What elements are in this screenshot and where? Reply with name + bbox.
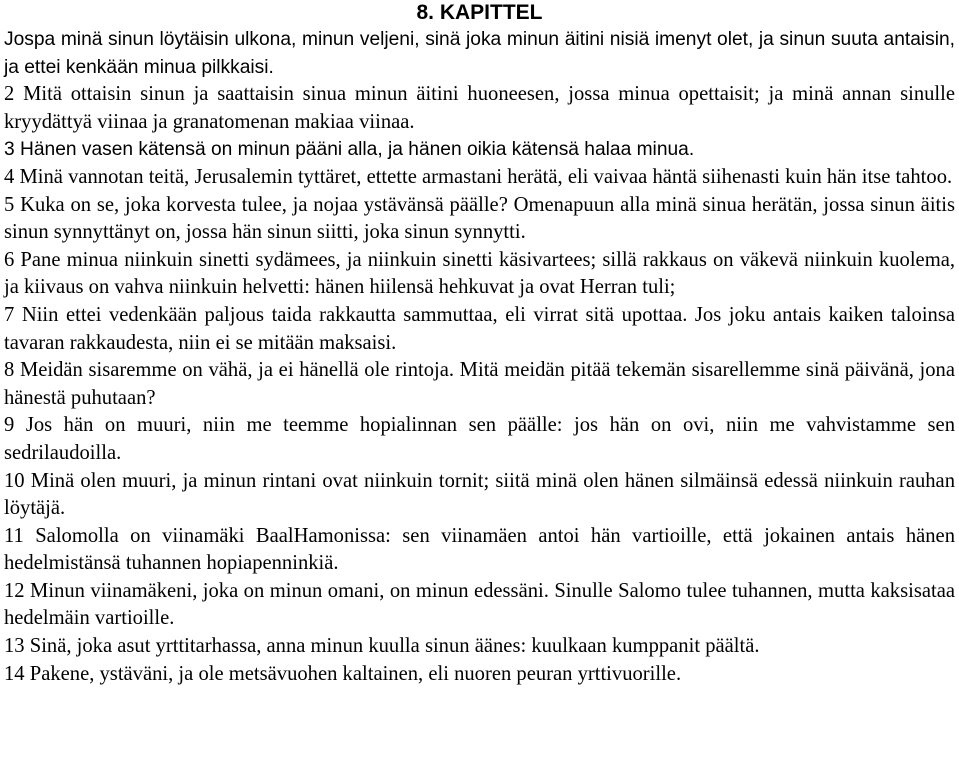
verse-11: 11 Salomolla on viinamäki BaalHamonissa: sen viinamäen antoi hän vartioille, että jokainen antais hänen hedelmistänsä tuhannen hopiapenninkiä. xyxy=(4,524,955,575)
verse-8: 8 Meidän sisaremme on vähä, ja ei hänellä ole rintoja. Mitä meidän pitää tekemän sisarellemme sinä päivänä, jona hänestä puhutaan? xyxy=(4,359,955,409)
verse-13: 13 Sinä, joka asut yrttitarhassa, anna minun kuulla sinun äänes: kuulkaan kumppanit päältä. xyxy=(4,635,760,658)
verse-3: 3 Hänen vasen kätensä on minun pääni alla, ja hänen oikia kätensä halaa minua. xyxy=(4,139,695,161)
verse-14: 14 Pakene, ystäväni, ja ole metsävuohen kaltainen, eli nuoren peuran yrttivuorille. xyxy=(4,662,682,685)
verse-5 xyxy=(4,192,955,247)
verse-4: 4 Minä vannotan teitä, Jerusalemin tyttäret, ettette armastani herätä, eli vaivaa häntä siihenasti kuin hän itse tahtoo. xyxy=(4,165,953,188)
verse-5-part-2: Omenapuun alla minä sinua herätän, jossa sinun äitis sinun synnyttänyt on, jossa hän sinun siitti, joka sinun synnytti. xyxy=(4,193,956,244)
verse-5-part-1: 5 Kuka on se, joka korvesta tulee, ja nojaa ystävänsä päälle? xyxy=(4,193,508,216)
verse-10: 10 Minä olen muuri, ja minun rintani ovat niinkuin tornit; siitä minä olen hänen silmäinsä edessä niinkuin rauhan löytäjä. xyxy=(4,469,955,520)
verse-6: 6 Pane minua niinkuin sinetti sydämees, ja niinkuin sinetti käsivartees; sillä rakkaus on väkevä niinkuin kuolema, ja kiivaus on vahva niinkuin helvetti: hänen hiilensä hehkuvat ja ovat Herran tuli; xyxy=(4,248,955,299)
verse-2: 2 Mitä ottaisin sinun ja saattaisin sinua minun äitini huoneesen, jossa minua opettaisit; ja minä annan sinulle kryydättyä viinaa ja granatomenan makiaa viinaa. xyxy=(4,83,955,133)
verse-9: 9 Jos hän on muuri, niin me teemme hopialinnan sen päälle: jos hän on ovi, niin me vahvistamme sen sedrilaudoilla. xyxy=(4,414,955,464)
document-page xyxy=(4,0,955,688)
chapter-heading: 8. KAPITTEL xyxy=(416,1,543,24)
verse-12: 12 Minun viinamäkeni, joka on minun omani, on minun edessäni. Sinulle Salomo tulee tuhannen, mutta kaksisataa hedelmäin vartioille. xyxy=(4,579,955,630)
verse-7: 7 Niin ettei vedenkään paljous taida rakkautta sammuttaa, eli virrat sitä upottaa. Jos joku antais kaiken taloinsa tavaran rakkaudesta, niin ei se mitään maksaisi. xyxy=(4,303,955,354)
verse-1: Jospa minä sinun löytäisin ulkona, minun veljeni, sinä joka minun äitini nisiä imenyt olet, ja sinun suuta antaisin, ja ettei kenkään minua pilkkaisi. xyxy=(4,29,955,78)
